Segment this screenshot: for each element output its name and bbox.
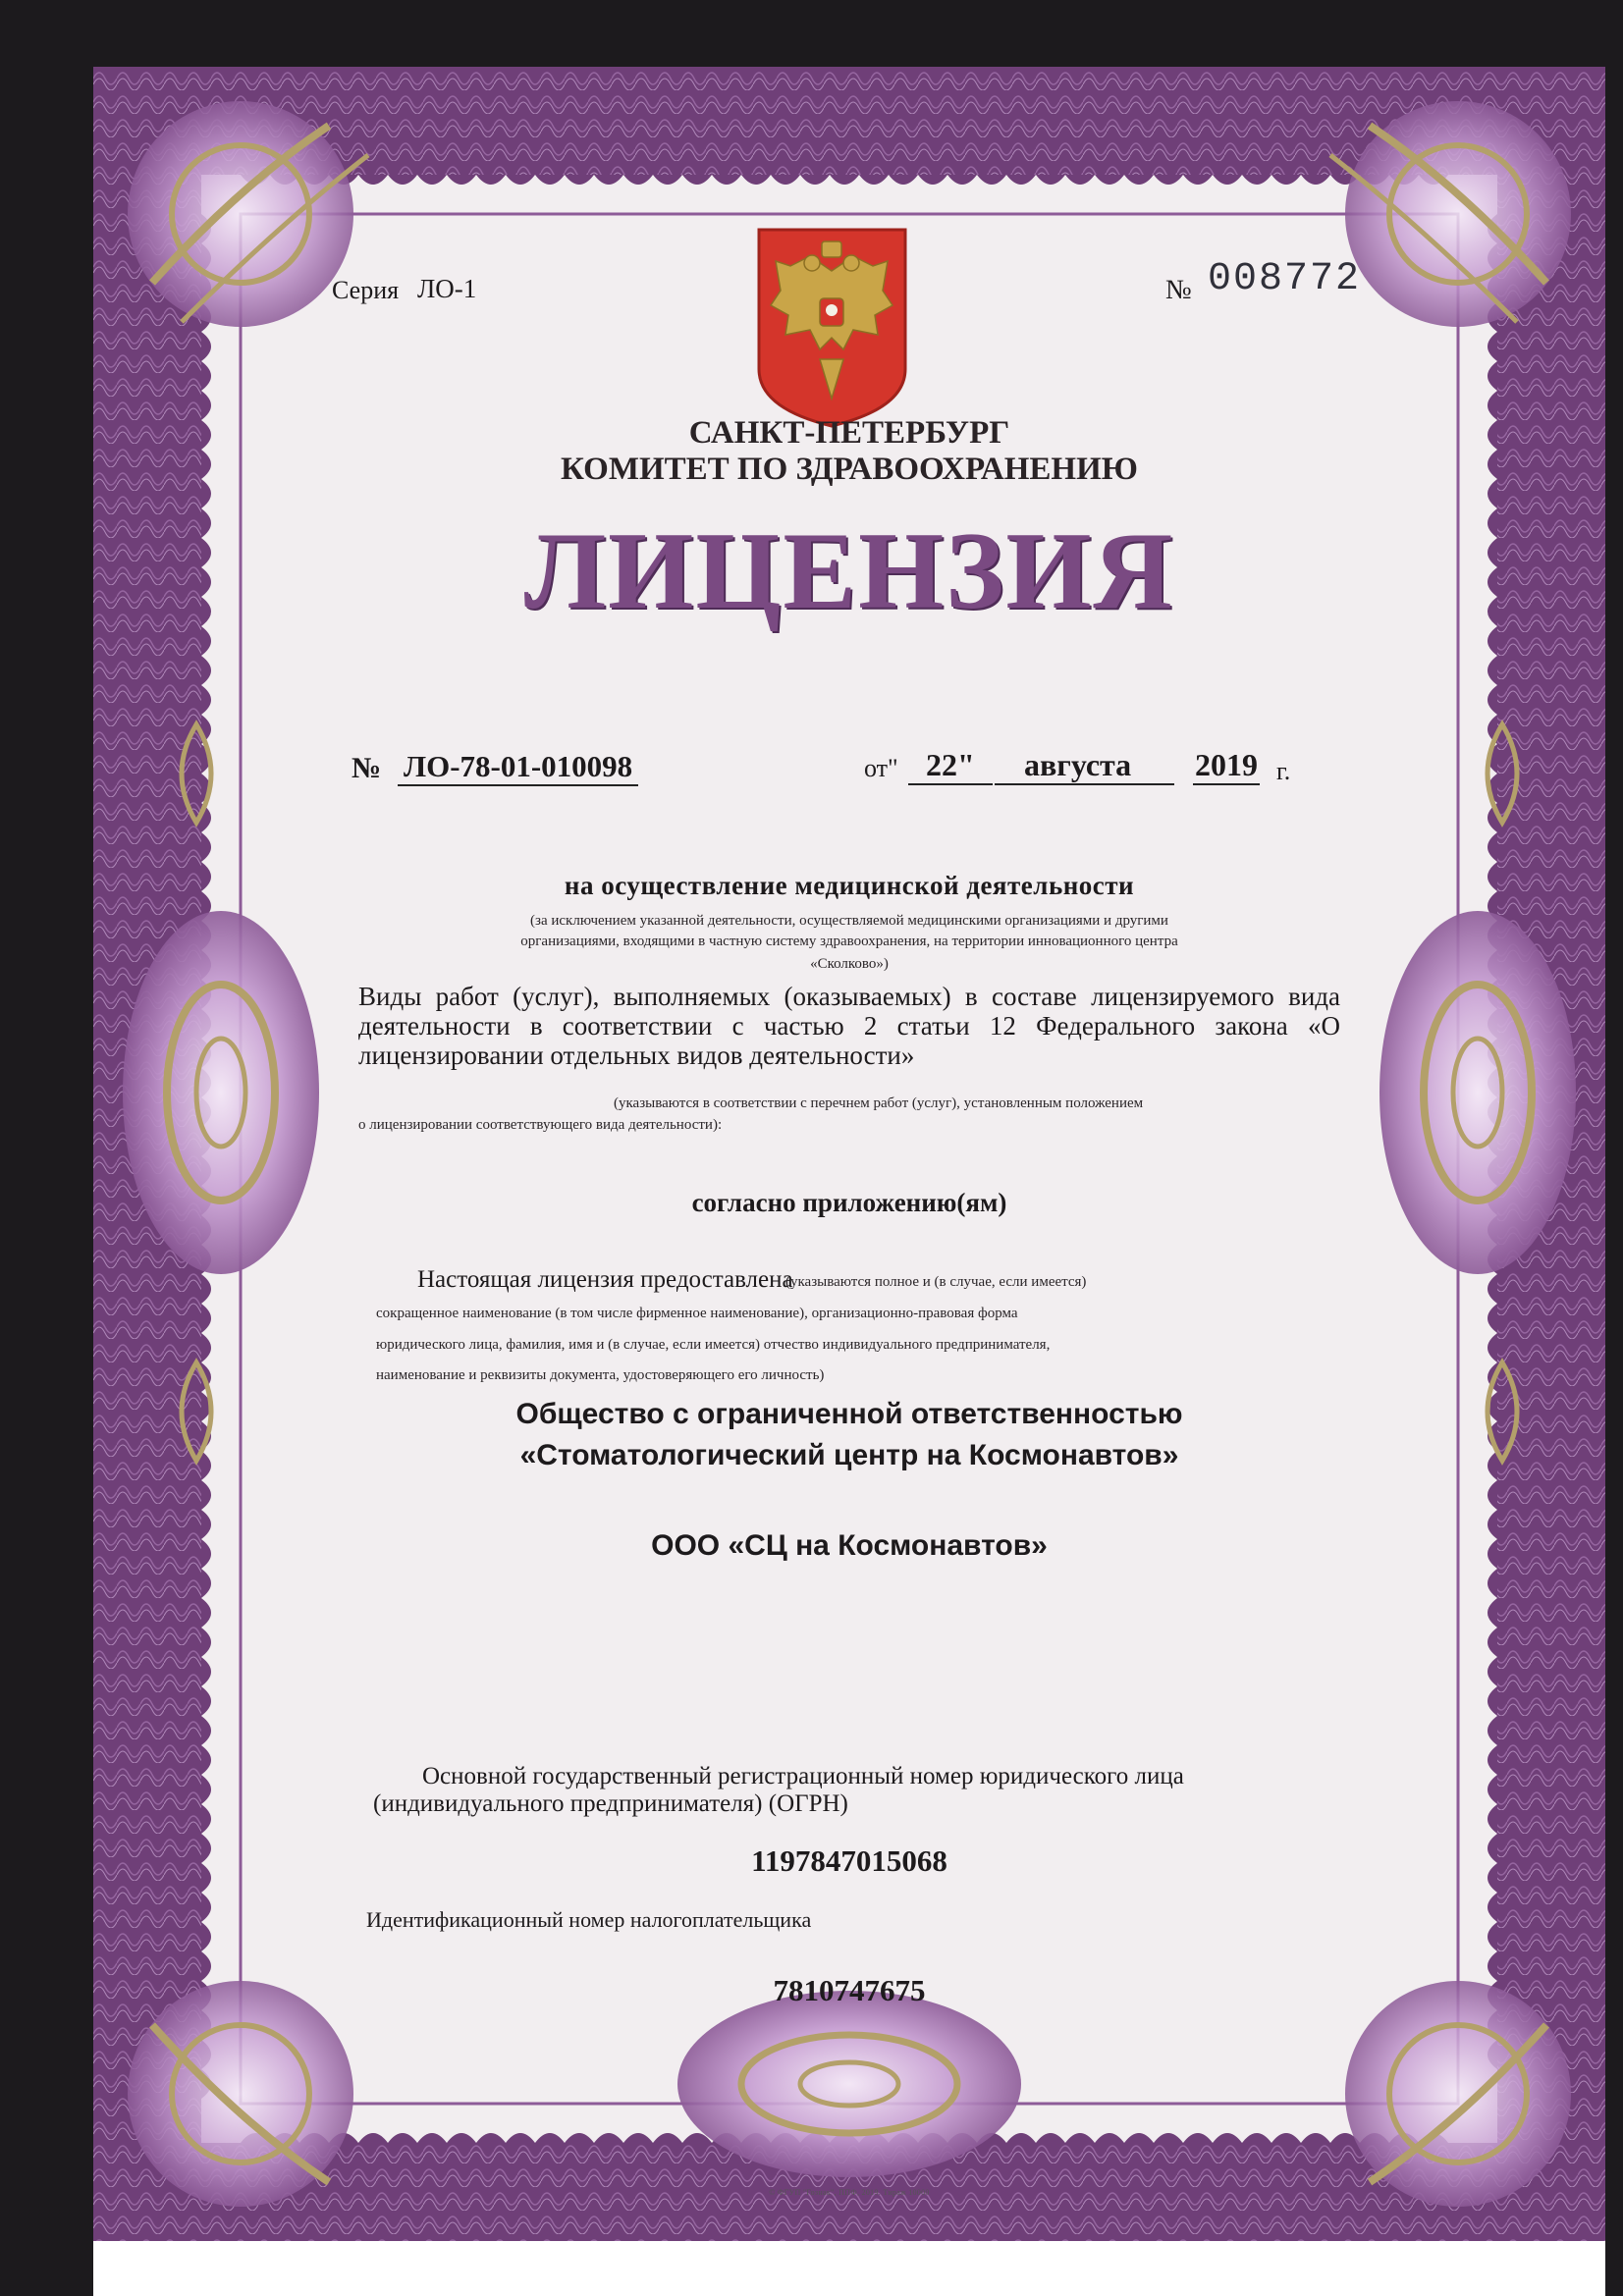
inn-value: 7810747675 [773, 1973, 926, 2007]
date-year: 2019 [1193, 747, 1260, 785]
provided-note-line-1: (указываются полное и (в случае, если имеется) [785, 1274, 1087, 1290]
blank-number-sign: № [1165, 275, 1192, 305]
organization-name-line-2: «Стоматологический центр на Космонавтов» [519, 1439, 1179, 1471]
date-suffix: г. [1276, 757, 1291, 785]
provided-note-line-4: наименование и реквизиты документа, удостоверяющего его личность) [376, 1367, 825, 1383]
russian-coat-of-arms-emblem-icon [751, 222, 913, 433]
committee-heading: КОМИТЕТ ПО ЗДРАВООХРАНЕНИЮ [561, 452, 1138, 487]
works-description: Виды работ (услуг), выполняемых (оказываемых) в составе лицензируемого вида деятельности в соответствии с частью 2 статьи 12 Федерального закона «О лицензировании отдельных видов деятельности» [358, 982, 1340, 1070]
city-heading: САНКТ-ПЕТЕРБУРГ [688, 415, 1010, 451]
appendix-reference: согласно приложению(ям) [691, 1188, 1007, 1217]
series-label: Серия [332, 276, 400, 304]
activity-note-line-1: (за исключением указанной деятельности, осуществляемой медицинскими организациями и другими [530, 913, 1168, 929]
date-day: 22" [908, 747, 993, 785]
organization-short-name: ООО «СЦ на Космонавтов» [651, 1529, 1048, 1562]
document-title: ЛИЦЕНЗИЯ [523, 510, 1175, 632]
ogrn-label-line-1: Основной государственный регистрационный номер юридического лица [422, 1763, 1184, 1789]
license-number: ЛО-78-01-010098 [398, 749, 638, 786]
photo-background-top [0, 0, 1623, 67]
date-month: августа [995, 747, 1174, 785]
inn-label: Идентификационный номер налогоплательщика [366, 1907, 812, 1932]
blank-number: 008772 [1208, 257, 1362, 301]
series-value: ЛО-1 [417, 274, 477, 303]
works-note-line-1: (указываются в соответствии с перечнем работ (услуг), установленным положением [614, 1095, 1144, 1111]
works-note-line-2: о лицензировании соответствующего вида деятельности): [358, 1117, 723, 1133]
activity-note-line-3: «Сколково») [810, 956, 889, 972]
activity-heading: на осуществление медицинской деятельности [564, 871, 1135, 900]
provided-note-line-3: юридического лица, фамилия, имя и (в случае, если имеется) отчество индивидуального предпринимателя, [376, 1337, 1051, 1353]
license-number-label: № [352, 752, 382, 784]
license-sheet [93, 67, 1605, 2241]
photo-background-left [0, 0, 93, 2296]
printer-imprint: © ФГУП "Гознак", ППФ, 2019. Тираж 10000 [769, 2188, 930, 2197]
organization-name-line-1: Общество с ограниченной ответственностью [515, 1398, 1183, 1430]
date-prefix: от" [864, 754, 898, 782]
ogrn-label-line-2: (индивидуального предпринимателя) (ОГРН) [373, 1790, 848, 1817]
provided-label: Настоящая лицензия предоставлена [417, 1266, 793, 1293]
activity-note-line-2: организациями, входящими в частную систему здравоохранения, на территории инновационного центра [520, 934, 1178, 949]
photo-background-right [1605, 0, 1623, 2296]
ogrn-value: 1197847015068 [751, 1843, 947, 1878]
provided-note-line-2: сокращенное наименование (в том числе фирменное наименование), организационно-правовая форма [376, 1306, 1018, 1321]
